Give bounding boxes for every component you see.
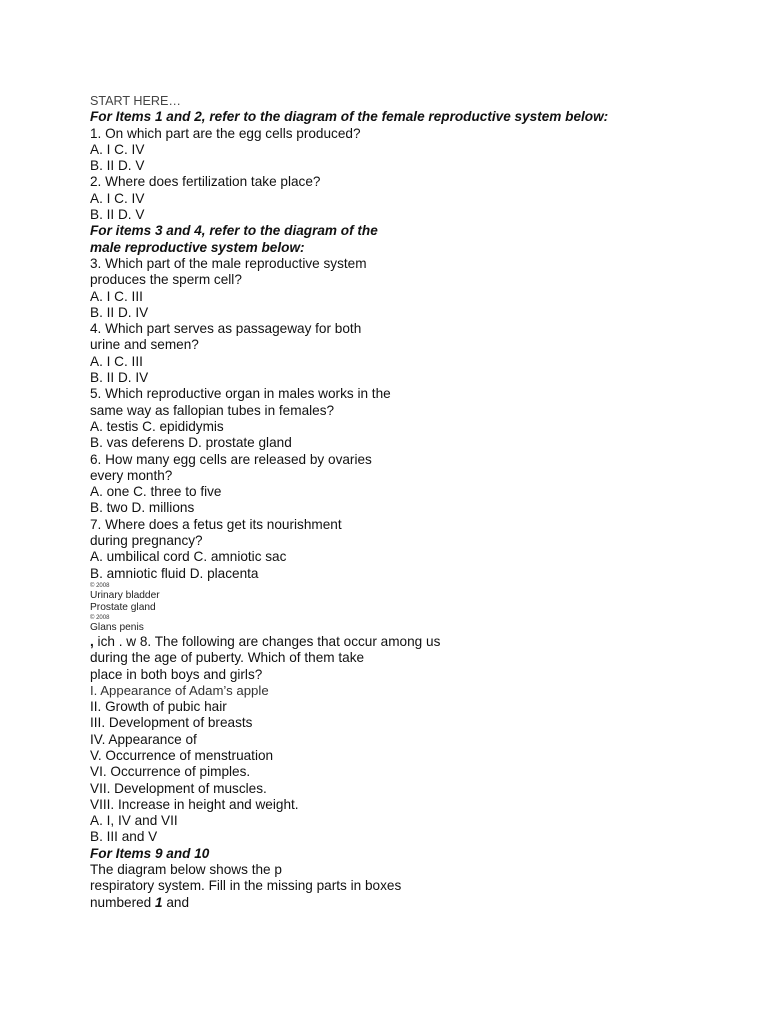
document-line-38: I. Appearance of Adam’s apple: [90, 682, 269, 698]
document-line-14: 4. Which part serves as passageway for both: [90, 321, 362, 337]
document-line-46: A. I, IV and VII: [90, 813, 178, 829]
document-line-32: Prostate gland: [90, 601, 156, 613]
document-line-44: VII. Development of muscles.: [90, 780, 267, 796]
document-line-24: A. one C. three to five: [90, 484, 222, 500]
document-line-4: B. II D. V: [90, 158, 145, 174]
document-line-36: during the age of puberty. Which of them take: [90, 650, 365, 666]
document-line-8: For items 3 and 4, refer to the diagram of the: [90, 223, 378, 239]
document-line-0: START HERE…: [90, 94, 181, 108]
document-line-1: For Items 1 and 2, refer to the diagram of the female reproductive system below:: [90, 109, 609, 125]
document-line-15: urine and semen?: [90, 337, 199, 353]
document-line-26: 7. Where does a fetus get its nourishment: [90, 516, 342, 532]
document-line-20: A. testis C. epididymis: [90, 418, 224, 434]
document-line-25: B. two D. millions: [90, 500, 195, 516]
document-line-16: A. I C. III: [90, 353, 143, 369]
document-line-39: II. Growth of pubic hair: [90, 699, 227, 715]
document-line-23: every month?: [90, 467, 173, 483]
document-line-17: B. II D. IV: [90, 370, 149, 386]
document-line-41: IV. Appearance of: [90, 731, 197, 747]
document-line-35: [90, 634, 730, 650]
document-line-30: © 2008: [90, 582, 110, 589]
document-line-11: produces the sperm cell?: [90, 272, 242, 288]
document-line-18: 5. Which reproductive organ in males works in the: [90, 386, 391, 402]
line-text-part: and: [162, 894, 190, 910]
document-line-21: B. vas deferens D. prostate gland: [90, 435, 292, 451]
leading-mark: ,: [90, 633, 94, 649]
document-line-40: III. Development of breasts: [90, 715, 253, 731]
document-line-45: VIII. Increase in height and weight.: [90, 796, 299, 812]
document-line-47: B. III and V: [90, 829, 158, 845]
document-line-12: A. I C. III: [90, 288, 143, 304]
document-line-2: 1. On which part are the egg cells produced?: [90, 125, 361, 141]
document-line-43: VI. Occurrence of pimples.: [90, 764, 251, 780]
document-line-7: B. II D. V: [90, 207, 145, 223]
line-text-part: numbered: [90, 894, 155, 910]
document-line-3: A. I C. IV: [90, 141, 145, 157]
document-line-28: A. umbilical cord C. amniotic sac: [90, 549, 287, 565]
document-line-27: during pregnancy?: [90, 533, 203, 549]
line-text-part: ich . w 8. The following are changes that occur among us: [93, 633, 441, 649]
document-line-13: B. II D. IV: [90, 304, 149, 320]
document-line-49: The diagram below shows the p: [90, 862, 282, 878]
document-line-51: [90, 895, 730, 911]
emphasized-number: 1: [155, 894, 163, 910]
document-line-50: respiratory system. Fill in the missing parts in boxes: [90, 878, 402, 894]
document-line-42: V. Occurrence of menstruation: [90, 747, 274, 763]
document-page: [90, 93, 730, 911]
document-line-29: B. amniotic fluid D. placenta: [90, 565, 259, 581]
document-line-10: 3. Which part of the male reproductive system: [90, 255, 367, 271]
document-line-22: 6. How many egg cells are released by ovaries: [90, 451, 372, 467]
document-line-37: place in both boys and girls?: [90, 666, 263, 682]
document-line-9: male reproductive system below:: [90, 239, 305, 255]
document-line-34: Glans penis: [90, 621, 144, 633]
document-line-5: 2. Where does fertilization take place?: [90, 174, 321, 190]
document-line-31: Urinary bladder: [90, 589, 160, 601]
document-line-19: same way as fallopian tubes in females?: [90, 402, 335, 418]
document-line-33: © 2008: [90, 614, 110, 621]
document-line-48: For Items 9 and 10: [90, 845, 210, 861]
document-line-6: A. I C. IV: [90, 190, 145, 206]
